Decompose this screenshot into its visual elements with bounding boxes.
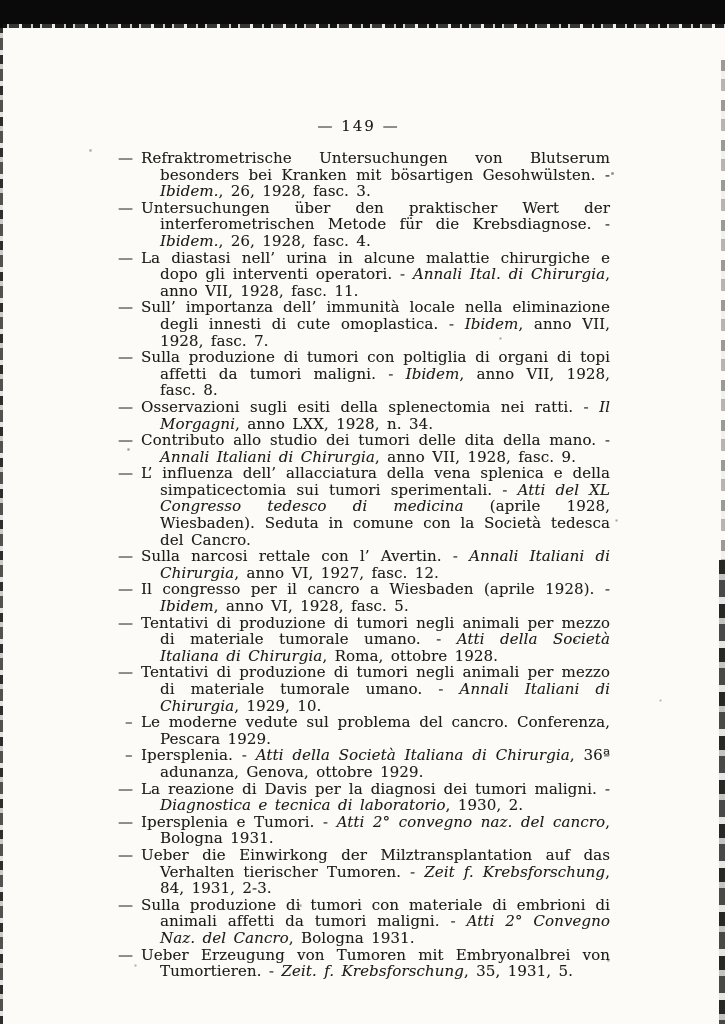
entry-dash: — — [118, 895, 134, 914]
entry-dash: — — [118, 248, 134, 267]
entry-dash: — — [118, 547, 134, 566]
entry-text: Sulla produzione di tumori con materiale di embrioni di animali affetti da tumori maligni. - Atti 2° Convegno Naz. del Cancro, Bologna 1931. — [141, 895, 610, 947]
bibliography-entry — [118, 814, 610, 847]
entry-text: Refraktrometrische Untersuchungen von Blutserum besonders bei Kranken mit bösartigen Gesohwülsten. - Ibidem., 26, 1928, fasc. 3. — [141, 149, 610, 201]
entry-text: Ipersplenia. - Atti della Società Italiana di Chirurgia, 36ª adunanza, Genova, ottobre 1929. — [141, 746, 610, 781]
bibliography-entry — [118, 664, 610, 714]
page-number: — 149 — — [317, 117, 400, 135]
entry-dash: — — [118, 431, 134, 450]
bibliography-list — [118, 150, 610, 980]
bibliography-entry — [118, 714, 610, 747]
scan-speckles — [0, 0, 1, 1]
entry-dash: — — [118, 149, 134, 167]
entry-text: Ueber Erzeugung von Tumoren mit Embryonalbrei von Tumortieren. - Zeit. f. Krebsforschung, 35, 1931, 5. — [141, 945, 610, 981]
scan-top-black-band — [0, 0, 725, 24]
entry-text: Sulla narcosi rettale con l’ Avertin. - Annali Italiani di Chirurgia, anno VI, 1927, fasc. 12. — [141, 547, 610, 582]
entry-dash: — — [118, 198, 134, 217]
entry-dash: – — [125, 713, 133, 732]
bibliography-entry — [118, 349, 610, 399]
entry-dash: — — [118, 580, 134, 599]
bibliography-entry — [118, 200, 610, 250]
entry-dash: — — [118, 613, 134, 632]
scan-left-edge-line — [0, 24, 3, 1024]
entry-text: Osservazioni sugli esiti della splenectomia nei ratti. - Il Morgagni, anno LXX, 1928, n. 34. — [141, 397, 610, 433]
entry-text: Sulla produzione di tumori con poltiglia di organi di topi affetti da tumori maligni. - Ibidem, anno VII, 1928, fasc. 8. — [141, 348, 610, 400]
bibliography-entry — [118, 299, 610, 349]
entry-dash: — — [118, 397, 134, 416]
entry-text: Untersuchungen über den praktischer Wert der interferometrischen Metode für die Krebsdiagnose. - Ibidem., 26, 1928, fasc. 4. — [141, 198, 610, 250]
bibliography-entry — [118, 465, 610, 548]
bibliography-entry — [118, 615, 610, 665]
entry-text: Contributo allo studio dei tumori delle dita della mano. - Annali Italiani di Chirurgia, anno VII, 1928, fasc. 9. — [141, 431, 610, 466]
entry-text: Sull’ importanza dell’ immunità locale nella eliminazione degli innesti di cute omoplastica. - Ibidem, anno VII, 1928, fasc. 7. — [141, 298, 610, 350]
entry-text: Ipersplenia e Tumori. - Atti 2° convegno naz. del cancro, Bologna 1931. — [141, 812, 610, 848]
entry-text: La diastasi nell’ urina in alcune malattie chirurgiche e dopo gli interventi operatori. - Annali Ital. di Chirurgia, anno VII, 1928, fasc. 11. — [141, 248, 610, 300]
entry-dash: — — [118, 845, 134, 864]
scan-right-edge-upper — [721, 60, 725, 560]
entry-dash: – — [125, 746, 133, 765]
scan-right-edge-lower — [719, 560, 725, 1024]
entry-dash: — — [118, 945, 134, 964]
entry-dash: — — [118, 464, 134, 483]
entry-text: La reazione di Davis per la diagnosi dei tumori maligni. - Diagnostica e tecnica di laboratorio, 1930, 2. — [141, 779, 610, 815]
entry-text: Ueber die Einwirkong der Milztransplantation auf das Verhalten tierischer Tumoren. - Zeit f. Krebsforschung, 84, 1931, 2-3. — [141, 845, 610, 898]
entry-text: L’ influenza dell’ allacciatura della vena splenica e della simpaticectomia sui tumori sperimentali. - Atti del XL Congresso tedesco di medicina (aprile 1928, Wiesbaden). Seduta in comune con la Società tedesca del Cancro. — [141, 464, 610, 549]
scan-top-ragged-edge — [0, 24, 725, 28]
entry-dash: — — [118, 298, 134, 317]
entry-dash: — — [118, 812, 134, 831]
entry-dash: — — [118, 663, 134, 682]
entry-text: Tentativi di produzione di tumori negli animali per mezzo di materiale tumorale umano. - Annali Italiani di Chirurgia, 1929, 10. — [141, 663, 610, 715]
bibliography-entry — [118, 947, 610, 980]
bibliography-entry — [118, 399, 610, 432]
entry-dash: — — [118, 779, 134, 798]
bibliography-entry — [118, 747, 610, 780]
entry-text: Le moderne vedute sul problema del cancro. Conferenza, Pescara 1929. — [141, 713, 610, 748]
bibliography-entry — [118, 847, 610, 897]
entry-text: Tentativi di produzione di tumori negli animali per mezzo di materiale tumorale umano. - Atti della Società Italiana di Chirurgia, Roma, ottobre 1928. — [141, 613, 610, 665]
bibliography-entry — [118, 781, 610, 814]
entry-dash: — — [118, 348, 134, 367]
bibliography-entry — [118, 581, 610, 614]
bibliography-entry — [118, 250, 610, 300]
bibliography-entry — [118, 150, 610, 200]
bibliography-entry — [118, 548, 610, 581]
entry-text: Il congresso per il cancro a Wiesbaden (aprile 1928). - Ibidem, anno VI, 1928, fasc. 5. — [141, 580, 610, 616]
bibliography-entry — [118, 897, 610, 947]
bibliography-entry — [118, 432, 610, 465]
